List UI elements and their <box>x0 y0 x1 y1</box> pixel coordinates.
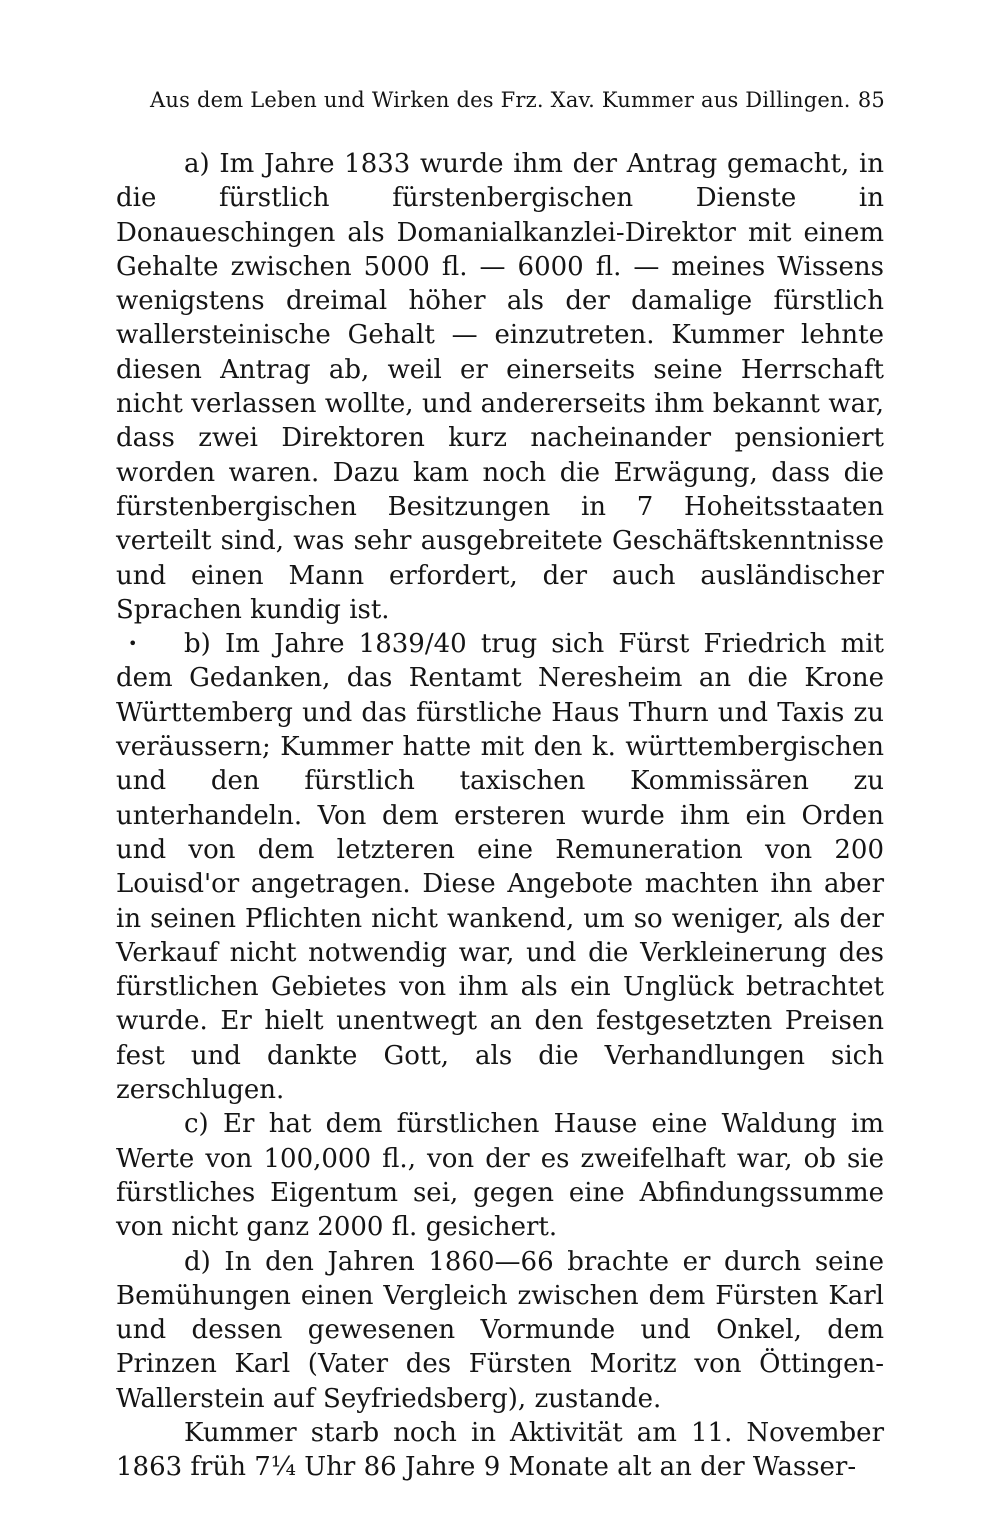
running-title: Aus dem Leben und Wirken des Frz. Xav. Kummer aus Dillingen. <box>150 88 851 112</box>
paragraph-e: Kummer starb noch in Aktivität am 11. November 1863 früh 7¼ Uhr 86 Jahre 9 Monate alt an der Wasser- <box>116 1417 884 1483</box>
bullet-mark: • <box>128 634 138 654</box>
paragraph-b <box>116 627 884 1107</box>
paragraph-b-text: b) Im Jahre 1839/40 trug sich Fürst Friedrich mit dem Gedanken, das Rentamt Neresheim an die Krone Württemberg und das fürstliche Haus Thurn und Taxis zu veräussern; Kummer hatte mit den k. württembergischen und den fürstlich taxischen Kommissären zu unterhandeln. Von dem ersteren wurde ihm ein Orden und von dem letzteren eine Remuneration von 200 Louisd'or angetragen. Diese Angebote machten ihn aber in seinen Pflichten nicht wankend, um so weniger, als der Verkauf nicht notwendig war, und die Verkleinerung des fürstlichen Gebietes von ihm als ein Unglück betrachtet wurde. Er hielt unentwegt an den festgesetzten Preisen fest und dankte Gott, als die Verhandlungen sich zerschlugen. <box>116 629 884 1106</box>
paragraph-c: c) Er hat dem fürstlichen Hause eine Waldung im Werte von 100,000 fl., von der es zweifelhaft war, ob sie fürstliches Eigentum sei, gegen eine Abfindungssumme von nicht ganz 2000 fl. gesichert. <box>116 1109 884 1243</box>
paragraph-d: d) In den Jahren 1860—66 brachte er durch seine Bemühungen einen Vergleich zwischen dem Fürsten Karl und dessen gewesenen Vormunde und Onkel, dem Prinzen Karl (Vater des Fürsten Moritz von Öttingen-Wallerstein auf Seyfriedsberg), zustande. <box>116 1246 884 1414</box>
body-text <box>116 147 884 1485</box>
running-head <box>150 88 885 112</box>
page-number: 85 <box>857 88 885 112</box>
paragraph-a: a) Im Jahre 1833 wurde ihm der Antrag gemacht, in die fürstlich fürstenbergischen Dienste in Donaueschingen als Domanialkanzlei-Direktor mit einem Gehalte zwischen 5000 fl. — 6000 fl. — meines Wissens wenigstens dreimal höher als der damalige fürstlich wallersteinische Gehalt — einzutreten. Kummer lehnte diesen Antrag ab, weil er einerseits seine Herrschaft nicht verlassen wollte, und andererseits ihm bekannt war, dass zwei Direktoren kurz nacheinander pensioniert worden waren. Dazu kam noch die Erwägung, dass die fürstenbergischen Besitzungen in 7 Hoheitsstaaten verteilt sind, was sehr ausgebreitete Geschäftskenntnisse und einen Mann erfordert, der auch ausländischer Sprachen kundig ist. <box>116 149 884 625</box>
